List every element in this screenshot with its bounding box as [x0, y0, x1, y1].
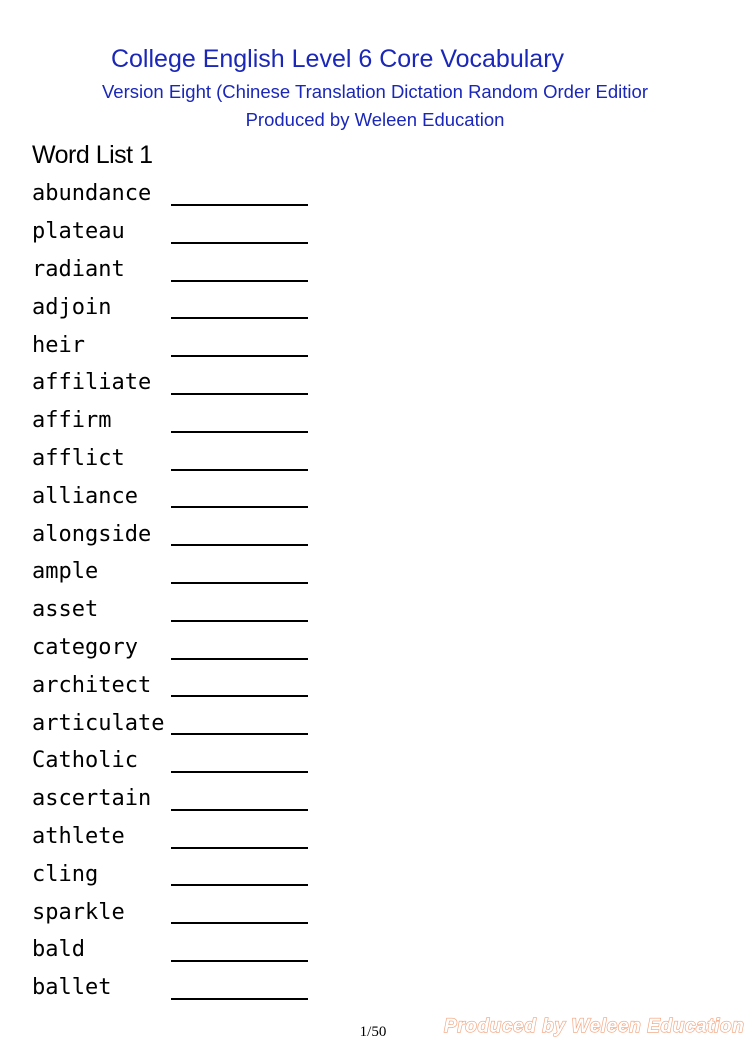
vocabulary-word: affirm: [32, 408, 112, 434]
word-list-heading: Word List 1: [32, 141, 153, 169]
answer-blank-line: [171, 544, 308, 546]
answer-blank-line: [171, 733, 308, 735]
list-item: [32, 288, 170, 326]
list-item: [32, 818, 170, 856]
vocabulary-word: athlete: [32, 823, 125, 849]
list-item: [32, 175, 170, 213]
answer-blank-line: [171, 960, 308, 962]
list-item: [32, 326, 170, 364]
list-item: [32, 515, 170, 553]
vocabulary-word: adjoin: [32, 294, 112, 320]
page-subtitle: Version Eight (Chinese Translation Dictation Random Order Editior: [101, 81, 648, 102]
vocabulary-word: ascertain: [32, 786, 152, 812]
watermark-logo: Produced by Weleen Education: [444, 1016, 745, 1037]
vocabulary-word: alliance: [32, 483, 138, 509]
vocabulary-word: architect: [32, 672, 152, 698]
answer-blank-line: [171, 658, 308, 660]
vocabulary-word: asset: [32, 597, 99, 623]
list-item: [32, 893, 170, 931]
list-item: [32, 477, 170, 515]
vocabulary-word: bald: [32, 937, 85, 963]
answer-blank-line: [171, 847, 308, 849]
vocabulary-word: afflict: [32, 445, 125, 471]
vocabulary-word: affiliate: [32, 370, 152, 396]
word-list: [32, 175, 170, 1007]
answer-blank-line: [171, 242, 308, 244]
answer-blank-line: [171, 204, 308, 206]
vocabulary-word: radiant: [32, 256, 125, 282]
vocabulary-word: sparkle: [32, 899, 125, 925]
answer-blank-line: [171, 771, 308, 773]
vocabulary-word: heir: [32, 332, 85, 358]
answer-blank-line: [171, 506, 308, 508]
list-item: [32, 402, 170, 440]
answer-blank-line: [171, 884, 308, 886]
vocabulary-word: cling: [32, 861, 99, 887]
answer-blank-line: [171, 695, 308, 697]
list-item: [32, 666, 170, 704]
answer-blank-line: [171, 582, 308, 584]
answer-blank-line: [171, 998, 308, 1000]
vocabulary-word: alongside: [32, 521, 152, 547]
answer-blank-line: [171, 431, 308, 433]
list-item: [32, 591, 170, 629]
vocabulary-word: abundance: [32, 181, 152, 207]
page-number: 1/50: [359, 1024, 387, 1040]
list-item: [32, 969, 170, 1007]
vocabulary-word: ample: [32, 559, 99, 585]
answer-blank-line: [171, 393, 308, 395]
answer-blank-line: [171, 280, 308, 282]
list-item: [32, 780, 170, 818]
vocabulary-word: ballet: [32, 975, 112, 1001]
vocabulary-word: articulate: [32, 710, 165, 736]
vocabulary-word: category: [32, 634, 138, 660]
list-item: [32, 931, 170, 969]
list-item: [32, 855, 170, 893]
list-item: [32, 251, 170, 289]
vocabulary-word: plateau: [32, 219, 125, 245]
list-item: [32, 742, 170, 780]
answer-blank-line: [171, 469, 308, 471]
answer-blank-line: [171, 355, 308, 357]
producer-line: Produced by Weleen Education: [245, 109, 505, 130]
page-title: College English Level 6 Core Vocabulary: [110, 45, 565, 73]
list-item: [32, 629, 170, 667]
vocabulary-word: Catholic: [32, 748, 138, 774]
list-item: [32, 440, 170, 478]
answer-blank-line: [171, 317, 308, 319]
list-item: [32, 364, 170, 402]
answer-blank-line: [171, 922, 308, 924]
answer-blank-line: [171, 809, 308, 811]
answer-blank-line: [171, 620, 308, 622]
list-item: [32, 704, 170, 742]
list-item: [32, 553, 170, 591]
list-item: [32, 213, 170, 251]
